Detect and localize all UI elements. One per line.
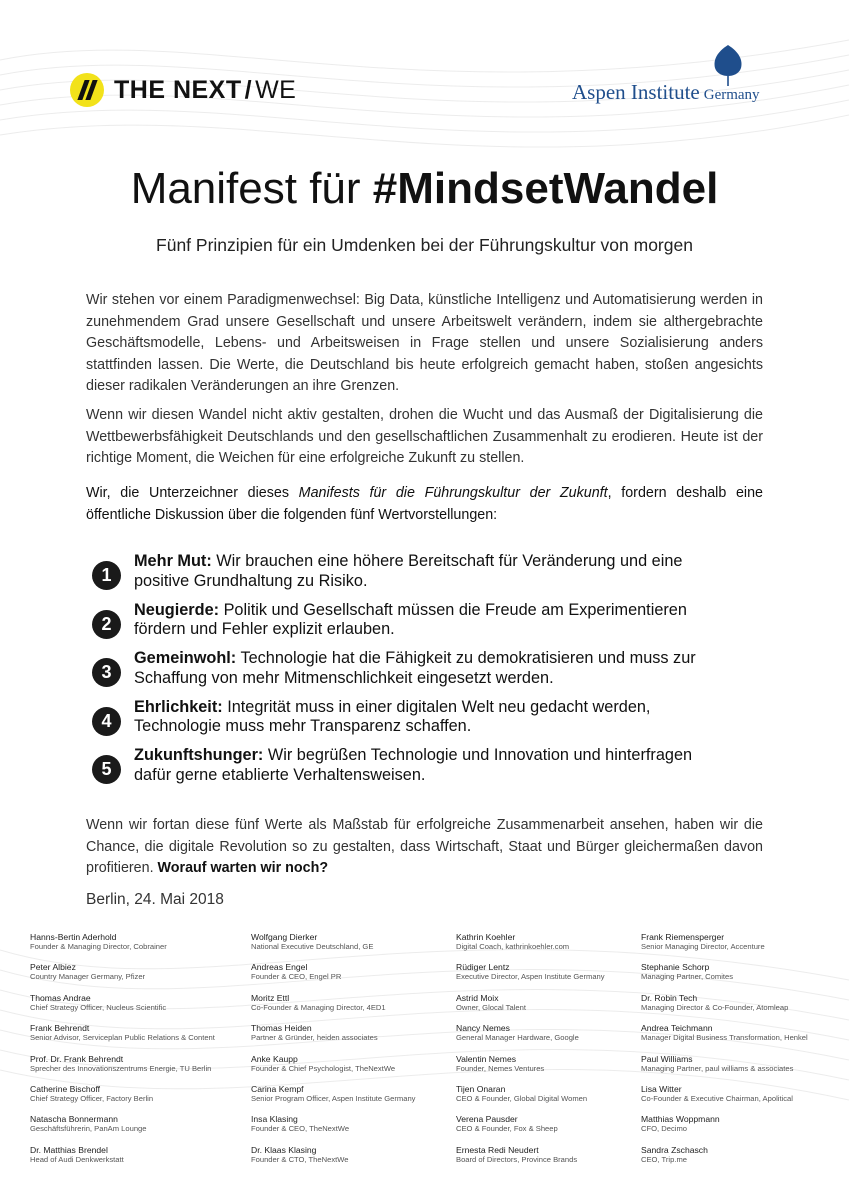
- principle-number-badge: 2: [92, 610, 121, 639]
- principle-text: Neugierde: Politik und Gesellschaft müssen die Freude am Experimentieren fördern und Fehler explizit erlauben.: [134, 600, 687, 638]
- signatory-name: Paul Williams: [641, 1053, 693, 1064]
- signatory-role: Head of Audi Denkwerkstatt: [30, 1154, 124, 1164]
- signatory-role: Founder & CEO, Engel PR: [251, 972, 342, 982]
- principle-number-badge: 4: [92, 707, 121, 736]
- signatory-role: National Executive Deutschland, GE: [251, 942, 374, 951]
- thenextwe-logo: [70, 70, 296, 110]
- thenextwe-logo-text: THE NEXT / WE: [114, 75, 297, 104]
- signatory-name: Dr. Robin Tech: [641, 992, 698, 1003]
- signatory-role: Founder & CTO, TheNextWe: [251, 1154, 349, 1164]
- signatory: [641, 932, 808, 962]
- signatory-name: Dr. Matthias Brendel: [30, 1144, 108, 1155]
- signatory-name: Matthias Woppmann: [641, 1114, 720, 1125]
- signatory: [30, 1114, 215, 1144]
- signatory-role: Founder, Nemes Ventures: [456, 1063, 545, 1073]
- aspen-institute-logo: [572, 44, 787, 104]
- signatory-role: Co-Founder & Executive Chairman, Apolitical: [641, 1093, 793, 1103]
- signatory: [456, 1023, 605, 1053]
- signatory-column: [30, 932, 215, 1175]
- signatory: [641, 1114, 808, 1144]
- signatory: [30, 993, 215, 1023]
- principle-item: [92, 698, 712, 747]
- signatory-role: Senior Program Officer, Aspen Institute Germany: [251, 1093, 416, 1103]
- signatory-name: Stephanie Schorp: [641, 962, 710, 973]
- principle-item: [92, 601, 712, 650]
- signatory: [251, 932, 415, 962]
- signatory-name: Tijen Onaran: [456, 1083, 506, 1094]
- principle-item: [92, 649, 712, 698]
- signatory-role: Chief Strategy Officer, Nucleus Scientific: [30, 1002, 167, 1012]
- signatory-name: Thomas Heiden: [251, 1023, 312, 1034]
- signatory: [30, 1084, 215, 1114]
- signatory: [30, 932, 215, 962]
- signatory-name: Peter Albiez: [30, 962, 76, 973]
- signatory-name: Frank Behrendt: [30, 1023, 90, 1034]
- signatory-role: Managing Partner, Comites: [641, 972, 734, 982]
- signatory-role: Digital Coach, kathrinkoehler.com: [456, 942, 570, 951]
- signatory-role: Board of Directors, Province Brands: [456, 1154, 578, 1164]
- signatory-role: Senior Managing Director, Accenture: [641, 942, 765, 951]
- signatory-role: Executive Director, Aspen Institute Germany: [456, 972, 605, 982]
- signatory-name: Prof. Dr. Frank Behrendt: [30, 1053, 124, 1064]
- signatory-name: Verena Pausder: [456, 1114, 518, 1125]
- signatory: [456, 993, 605, 1023]
- signatory-name: Hanns-Bertin Aderhold: [30, 932, 117, 942]
- signatory-role: CEO & Founder, Fox & Sheep: [456, 1124, 558, 1134]
- signatory-role: Managing Director & Co-Founder, Atomleap: [641, 1002, 789, 1012]
- signatory: [456, 1114, 605, 1144]
- signatory-role: Co-Founder & Managing Director, 4ED1: [251, 1002, 386, 1012]
- principle-number-badge: 1: [92, 561, 121, 590]
- signatory: [641, 1023, 808, 1053]
- signatory: [30, 1023, 215, 1053]
- signatory-name: Carina Kempf: [251, 1083, 304, 1094]
- thenextwe-logo-icon: [70, 73, 104, 107]
- signatory-role: Chief Strategy Officer, Factory Berlin: [30, 1093, 154, 1103]
- signatory-role: Sprecher des Innovationszentrums Energie, TU Berlin: [30, 1063, 212, 1073]
- signatory-name: Wolfgang Dierker: [251, 932, 318, 942]
- signatory-name: Rüdiger Lentz: [456, 962, 510, 973]
- signatory: [641, 1054, 808, 1084]
- signatory: [456, 1145, 605, 1175]
- signatory-role: CEO & Founder, Global Digital Women: [456, 1093, 588, 1103]
- signatory-role: Owner, Glocal Talent: [456, 1002, 526, 1012]
- signatory: [456, 1054, 605, 1084]
- signatory-role: CFO, Decimo: [641, 1124, 687, 1134]
- signatories: [30, 932, 830, 1172]
- signatory: [251, 993, 415, 1023]
- signatory-role: Founder & CEO, TheNextWe: [251, 1124, 350, 1134]
- signatory-name: Frank Riemensperger: [641, 932, 725, 942]
- signatory: [641, 1145, 808, 1175]
- signatory-name: Sandra Zschasch: [641, 1144, 708, 1155]
- signatory: [30, 1054, 215, 1084]
- signatory-name: Dr. Klaas Klasing: [251, 1144, 317, 1155]
- intro-paragraph-2: Wenn wir diesen Wandel nicht aktiv gestalten, drohen die Wucht und das Ausmaß der Digitalisierung die Wettbewerbsfähigkeit Deutschlands und den gesellschaftlichen Zusammenhalt zu erodieren. Heute ist der richtige Moment, die Weichen für eine erfolgreiche Zukunft zu stellen.: [86, 407, 763, 466]
- signatory-role: Partner & Gründer, heiden associates: [251, 1033, 378, 1043]
- page-title: Manifest für #MindsetWandel: [130, 164, 719, 213]
- signatory-role: Founder & Chief Psychologist, TheNextWe: [251, 1063, 396, 1073]
- intro-paragraph-3: Wir, die Unterzeichner dieses Manifests für die Führungskultur der Zukunft, fordern deshalb eine öffentliche Diskussion über die folgenden fünf Wertvorstellungen:: [86, 485, 763, 523]
- signatory-column: [251, 932, 415, 1175]
- signatory: [251, 1145, 415, 1175]
- principle-text: Gemeinwohl: Technologie hat die Fähigkeit zu demokratisieren und muss zur Schaffung von mehr Mitmenschlichkeit eingesetzt werden.: [134, 649, 696, 687]
- signatory: [641, 962, 808, 992]
- signatory-name: Lisa Witter: [641, 1083, 682, 1094]
- intro-paragraph-1: Wir stehen vor einem Paradigmenwechsel: Big Data, künstliche Intelligenz und Automatisierung werden in zunehmendem Grad unsere Gesellschaft und unsere Arbeitswelt verändern, indem sie althergebrachte Geschäftsmodelle, Lebens- und Arbeitsweisen in Frage stellen und unsere Sozialisierung anders stattfinden lassen. Die Werte, die Deutschland bis heute erfolgreich gemacht haben, stoßen angesichts dieser radikalen Veränderungen an ihre Grenzen.: [86, 292, 763, 394]
- signatory: [456, 1084, 605, 1114]
- principle-number-badge: 3: [92, 658, 121, 687]
- principle-item: [92, 746, 712, 795]
- signatory-name: Anke Kaupp: [251, 1053, 298, 1064]
- signatory-name: Valentin Nemes: [456, 1053, 517, 1064]
- principle-item: [92, 552, 712, 601]
- place-date: Berlin, 24. Mai 2018: [86, 891, 224, 908]
- signatory-name: Nancy Nemes: [456, 1023, 510, 1034]
- principle-number-badge: 5: [92, 755, 121, 784]
- signatory-name: Andrea Teichmann: [641, 1023, 713, 1034]
- page-subtitle: Fünf Prinzipien für ein Umdenken bei der Führungskultur von morgen: [156, 235, 693, 255]
- signatory-name: Kathrin Koehler: [456, 932, 516, 942]
- signatory-name: Natascha Bonnermann: [30, 1114, 118, 1125]
- signatory-name: Andreas Engel: [251, 962, 308, 973]
- signatory-name: Catherine Bischoff: [30, 1083, 101, 1094]
- signatory-column: [456, 932, 605, 1175]
- signatory-role: CEO, Trip.me: [641, 1154, 687, 1164]
- signatory-column: [641, 932, 808, 1175]
- signatory-role: Founder & Managing Director, Cobrainer: [30, 942, 167, 951]
- principle-text: Mehr Mut: Wir brauchen eine höhere Bereitschaft für Veränderung und eine positive Grundhaltung zu Risiko.: [134, 552, 683, 590]
- signatory-name: Thomas Andrae: [30, 992, 91, 1003]
- signatory: [641, 993, 808, 1023]
- signatory-name: Astrid Moix: [456, 992, 499, 1003]
- signatory-role: General Manager Hardware, Google: [456, 1033, 579, 1043]
- signatory-role: Geschäftsführerin, PanAm Lounge: [30, 1124, 147, 1134]
- signatory: [251, 962, 415, 992]
- signatory: [251, 1023, 415, 1053]
- principle-text: Ehrlichkeit: Integrität muss in einer digitalen Welt neu gedacht werden, Technologie muss mehr Transparenz schaffen.: [134, 697, 651, 735]
- signatory: [30, 962, 215, 992]
- signatory: [456, 932, 605, 962]
- closing-paragraph: Wenn wir fortan diese fünf Werte als Maßstab für erfolgreiche Zusammenarbeit ansehen, haben wir die Chance, die digitale Revolution so zu gestalten, dass Wirtschaft, Staat und Bürger gleichermaßen davon profitieren. Worauf warten wir noch?: [86, 817, 763, 876]
- signatory-role: Manager Digital Business Transformation, Henkel: [641, 1033, 808, 1043]
- signatory-role: Country Manager Germany, Pfizer: [30, 972, 146, 982]
- signatory-role: Managing Partner, paul williams & associates: [641, 1063, 794, 1073]
- signatory: [251, 1114, 415, 1144]
- signatory-role: Senior Advisor, Serviceplan Public Relations & Content: [30, 1033, 215, 1043]
- signatory: [251, 1054, 415, 1084]
- signatory: [641, 1084, 808, 1114]
- signatory-name: Ernesta Redi Neudert: [456, 1144, 539, 1155]
- principles-list: [92, 552, 712, 795]
- signatory-name: Insa Klasing: [251, 1114, 298, 1125]
- principle-text: Zukunftshunger: Wir begrüßen Technologie und Innovation und hinterfragen dafür gerne etablierte Verhaltensweisen.: [134, 746, 693, 784]
- signatory-name: Moritz Ettl: [251, 992, 290, 1003]
- signatory: [30, 1145, 215, 1175]
- signatory: [251, 1084, 415, 1114]
- aspen-institute-logo-text: Aspen Institute Germany: [572, 80, 760, 104]
- signatory: [456, 962, 605, 992]
